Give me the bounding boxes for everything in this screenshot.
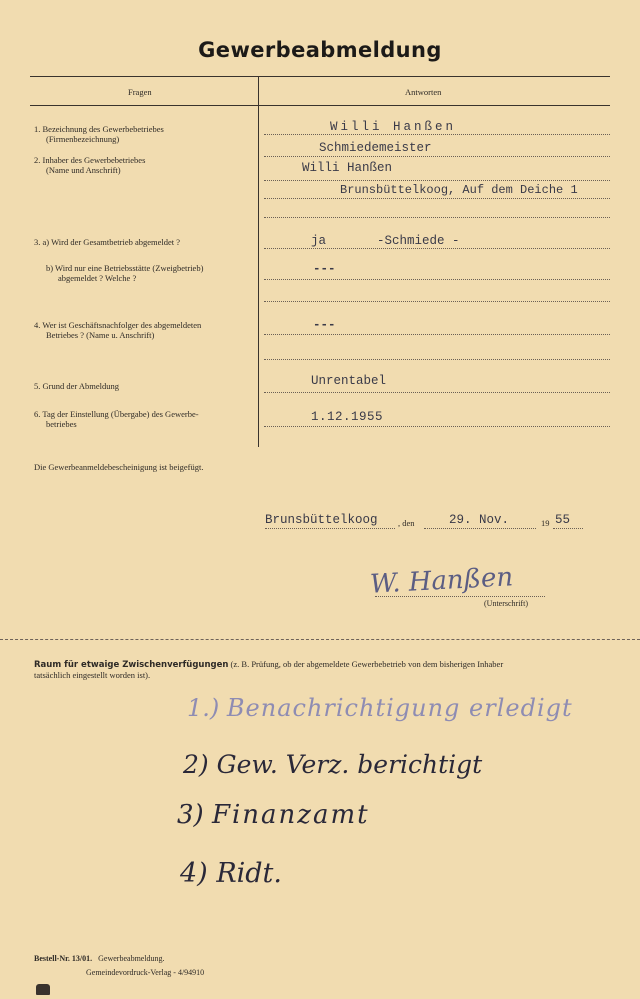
answer-owner-address: Brunsbüttelkoog, Auf dem Deiche 1 — [340, 183, 578, 197]
interim-instructions — [34, 659, 624, 680]
section-separator — [0, 639, 640, 640]
question-6 — [34, 409, 199, 429]
item-number: 1.) — [187, 694, 220, 722]
question-subtext: (Name und Anschrift) — [46, 165, 121, 175]
item-text: Finanzamt — [211, 800, 370, 830]
answer-line — [264, 217, 610, 218]
answer-line — [264, 198, 610, 199]
year-line — [553, 528, 583, 529]
date-day-month: 29. Nov. — [449, 513, 510, 527]
footer-form-name: Gewerbeabmeldung. — [98, 954, 165, 963]
column-header-answers: Antworten — [405, 87, 442, 97]
interim-item-1 — [187, 694, 573, 722]
interim-item-4 — [180, 858, 282, 889]
table-top-rule — [30, 76, 610, 77]
answer-closure-date: 1.12.1955 — [311, 410, 384, 424]
question-subtext: (Firmenbezeichnung) — [46, 134, 120, 144]
item-text: Gew. Verz. berichtigt — [216, 750, 483, 779]
question-2 — [34, 155, 145, 175]
question-text: Grund der Abmeldung — [42, 381, 119, 391]
question-text: a) Wird der Gesamtbetrieb abgemeldet ? — [42, 237, 181, 247]
question-number: 4. — [34, 320, 41, 330]
interim-text-line2: tatsächlich eingestellt worden ist). — [34, 670, 151, 680]
answer-line — [264, 180, 610, 181]
den-label: , den — [398, 518, 415, 528]
footer-order — [34, 954, 165, 963]
interim-item-2 — [183, 750, 482, 779]
footer-publisher: Gemeindevordruck-Verlag - 4/94910 — [86, 968, 205, 977]
signature: W. Hanßen — [369, 562, 514, 600]
year-suffix: 55 — [555, 513, 571, 527]
answer-3a-yes: ja — [311, 234, 327, 248]
footer-order-number: Bestell-Nr. 13/01. — [34, 954, 93, 963]
answer-line — [264, 301, 610, 302]
question-subtext: betriebes — [46, 419, 77, 429]
interim-text-line1: (z. B. Prüfung, ob der abgemeldete Gewerbebetrieb von dem bisherigen Inhaber — [228, 659, 504, 669]
item-number: 3) — [177, 800, 204, 830]
answer-line — [264, 279, 610, 280]
answer-business-name: Willi Hanßen — [330, 120, 457, 134]
interim-heading: Raum für etwaige Zwischenverfügungen — [34, 660, 229, 670]
question-number: 6. — [34, 409, 41, 419]
answer-line — [264, 156, 610, 157]
question-5 — [34, 381, 119, 391]
answer-line — [264, 359, 610, 360]
document-title: Gewerbeabmeldung — [198, 38, 442, 62]
item-number: 4) — [180, 858, 208, 889]
publisher-logo-icon — [36, 984, 50, 995]
question-number: 5. — [34, 381, 41, 391]
signature-label: (Unterschrift) — [484, 599, 528, 608]
question-text: Wer ist Geschäftsnachfolger des abgemeldeten — [42, 320, 202, 330]
place: Brunsbüttelkoog — [265, 513, 378, 527]
question-3a — [34, 237, 180, 247]
item-number: 2) — [183, 750, 209, 779]
item-text: Ridt. — [216, 858, 282, 889]
question-number: 1. — [34, 124, 41, 134]
column-header-questions: Fragen — [128, 87, 152, 97]
answer-3a-detail: -Schmiede - — [377, 234, 460, 248]
answer-line — [264, 134, 610, 135]
question-text: b) Wird nur eine Betriebsstätte (Zweigbetrieb) — [46, 263, 204, 273]
question-text: Bezeichnung des Gewerbebetriebes — [42, 124, 164, 134]
year-prefix: 19 — [541, 518, 550, 528]
table-header-rule — [30, 105, 610, 106]
question-subtext: abgemeldet ? Welche ? — [58, 273, 137, 283]
table-column-divider — [258, 76, 259, 447]
interim-item-3 — [177, 800, 370, 830]
answer-line — [264, 426, 610, 427]
question-text: Tag der Einstellung (Übergabe) des Gewerbe- — [42, 409, 199, 419]
date-line — [424, 528, 536, 529]
answer-business-title: Schmiedemeister — [319, 141, 432, 155]
answer-3b: --- — [313, 262, 336, 276]
question-1 — [34, 124, 164, 144]
place-line — [265, 528, 395, 529]
item-text: Benachrichtigung erledigt — [226, 694, 573, 722]
attachment-note: Die Gewerbeanmeldebescheinigung ist beigefügt. — [34, 462, 204, 472]
answer-line — [264, 248, 610, 249]
question-4 — [34, 320, 201, 340]
question-3b — [46, 263, 203, 283]
answer-line — [264, 392, 610, 393]
question-subtext: Betriebes ? (Name u. Anschrift) — [46, 330, 155, 340]
answer-reason: Unrentabel — [311, 374, 387, 388]
answer-owner-name: Willi Hanßen — [302, 161, 393, 175]
question-text: Inhaber des Gewerbebetriebes — [42, 155, 146, 165]
question-number: 3. — [34, 237, 41, 247]
answer-line — [264, 334, 610, 335]
answer-successor: --- — [313, 318, 336, 332]
signature-line — [375, 596, 545, 597]
question-number: 2. — [34, 155, 41, 165]
